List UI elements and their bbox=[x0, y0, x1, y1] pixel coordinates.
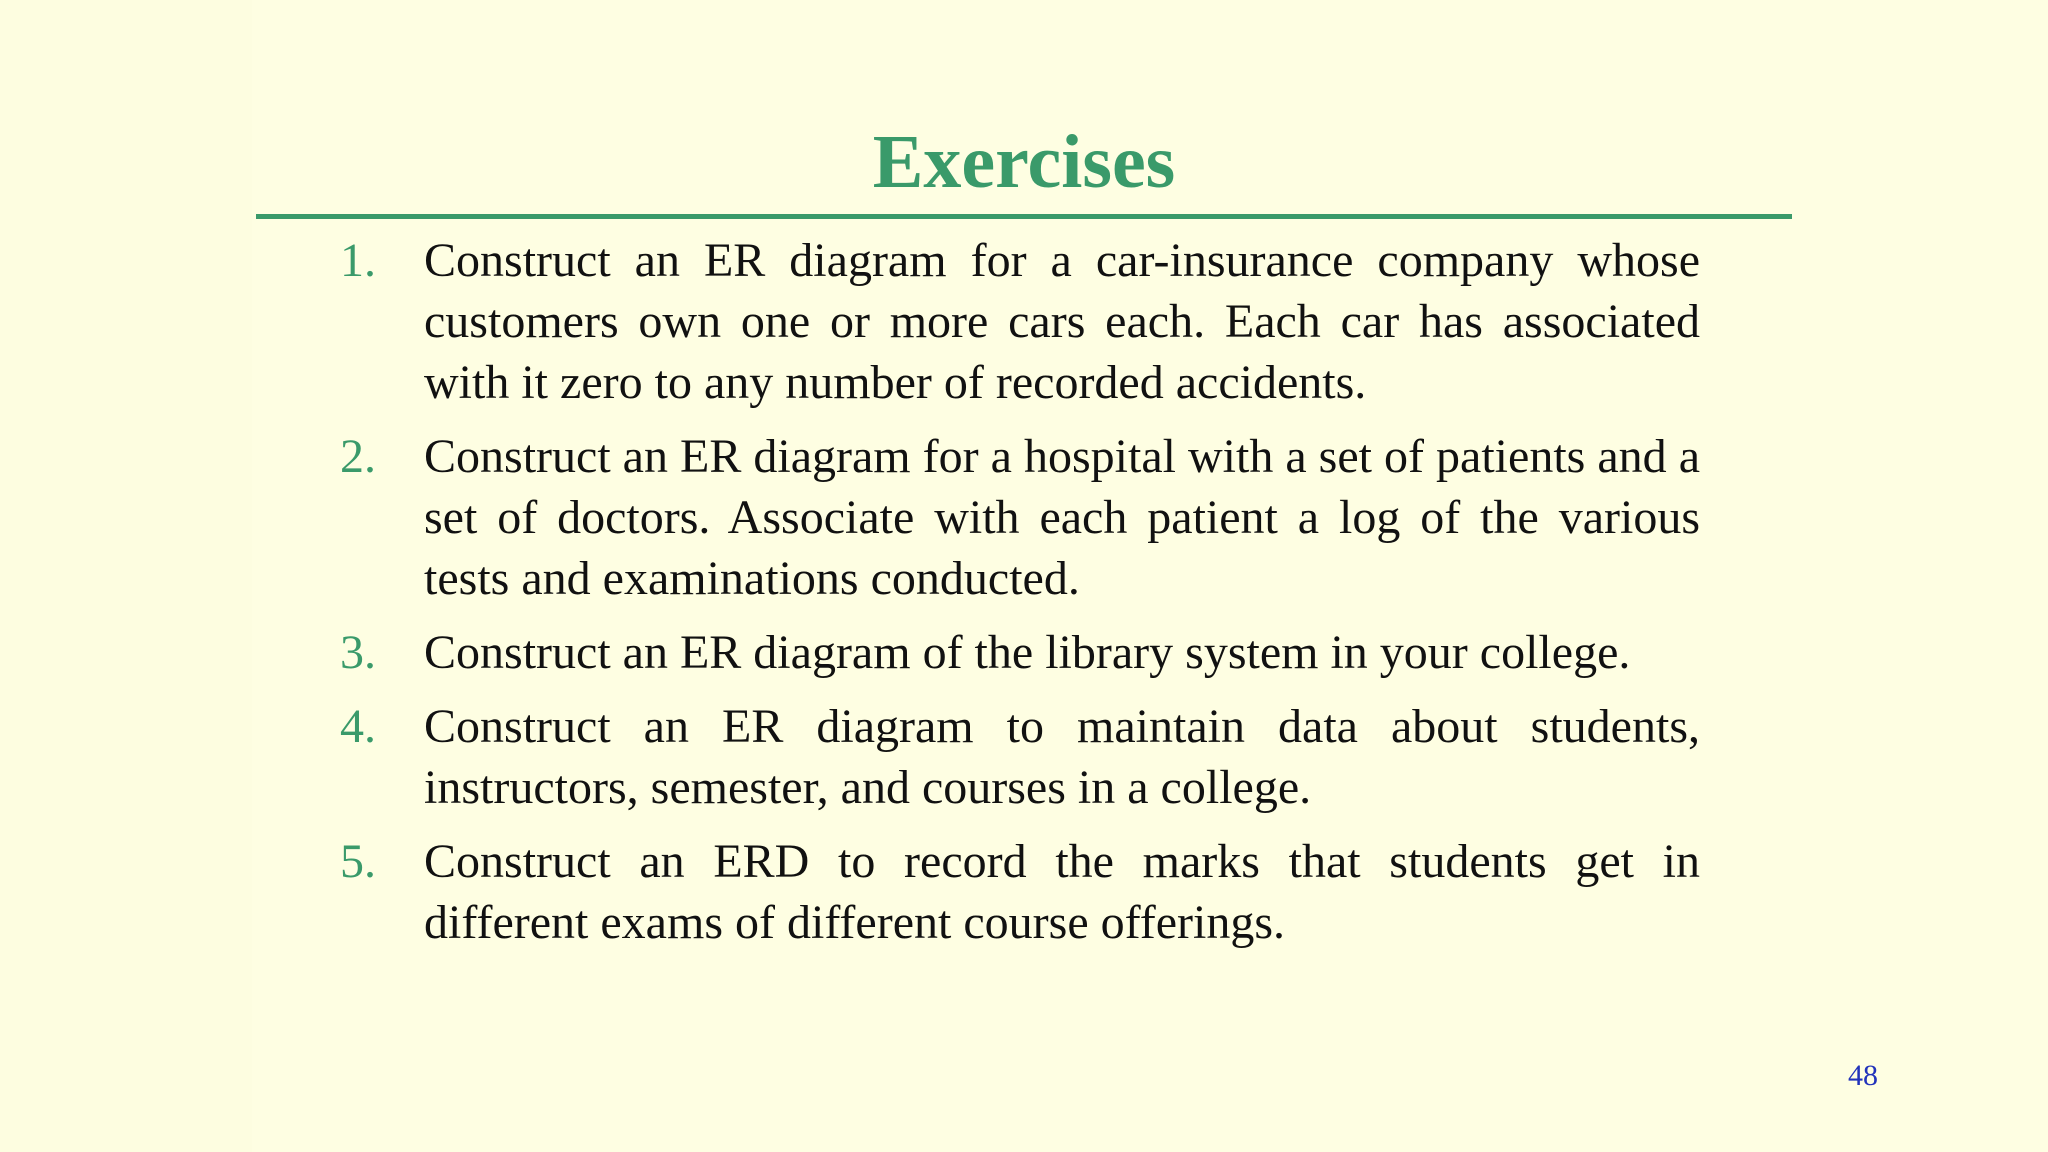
exercise-text: Construct an ER diagram for a car-insurance company whose customers own one or more cars each. Each car has associated with it zero to any number of recorded accidents. bbox=[424, 234, 1700, 409]
exercise-item-5 bbox=[340, 831, 1700, 953]
exercise-number: 2. bbox=[340, 430, 376, 483]
exercise-number: 1. bbox=[340, 234, 376, 287]
exercise-number: 3. bbox=[340, 626, 376, 679]
exercise-item-4 bbox=[340, 696, 1700, 818]
exercise-text: Construct an ER diagram to maintain data about students, instructors, semester, and courses in a college. bbox=[424, 700, 1700, 814]
page-number: 48 bbox=[1848, 1059, 1878, 1092]
exercise-text: Construct an ERD to record the marks that students get in different exams of different course offerings. bbox=[424, 835, 1700, 949]
exercise-text: Construct an ER diagram of the library system in your college. bbox=[424, 626, 1631, 679]
exercise-number: 5. bbox=[340, 835, 376, 888]
exercise-number: 4. bbox=[340, 700, 376, 753]
exercise-text: Construct an ER diagram for a hospital with a set of patients and a set of doctors. Associate with each patient a log of the various tests and examinations conducted. bbox=[424, 430, 1700, 605]
slide-title: Exercises bbox=[872, 120, 1176, 204]
exercise-list bbox=[340, 230, 1700, 966]
title-divider bbox=[256, 214, 1792, 219]
exercise-item-3 bbox=[340, 622, 1700, 683]
exercise-item-2 bbox=[340, 426, 1700, 609]
exercise-item-1 bbox=[340, 230, 1700, 413]
